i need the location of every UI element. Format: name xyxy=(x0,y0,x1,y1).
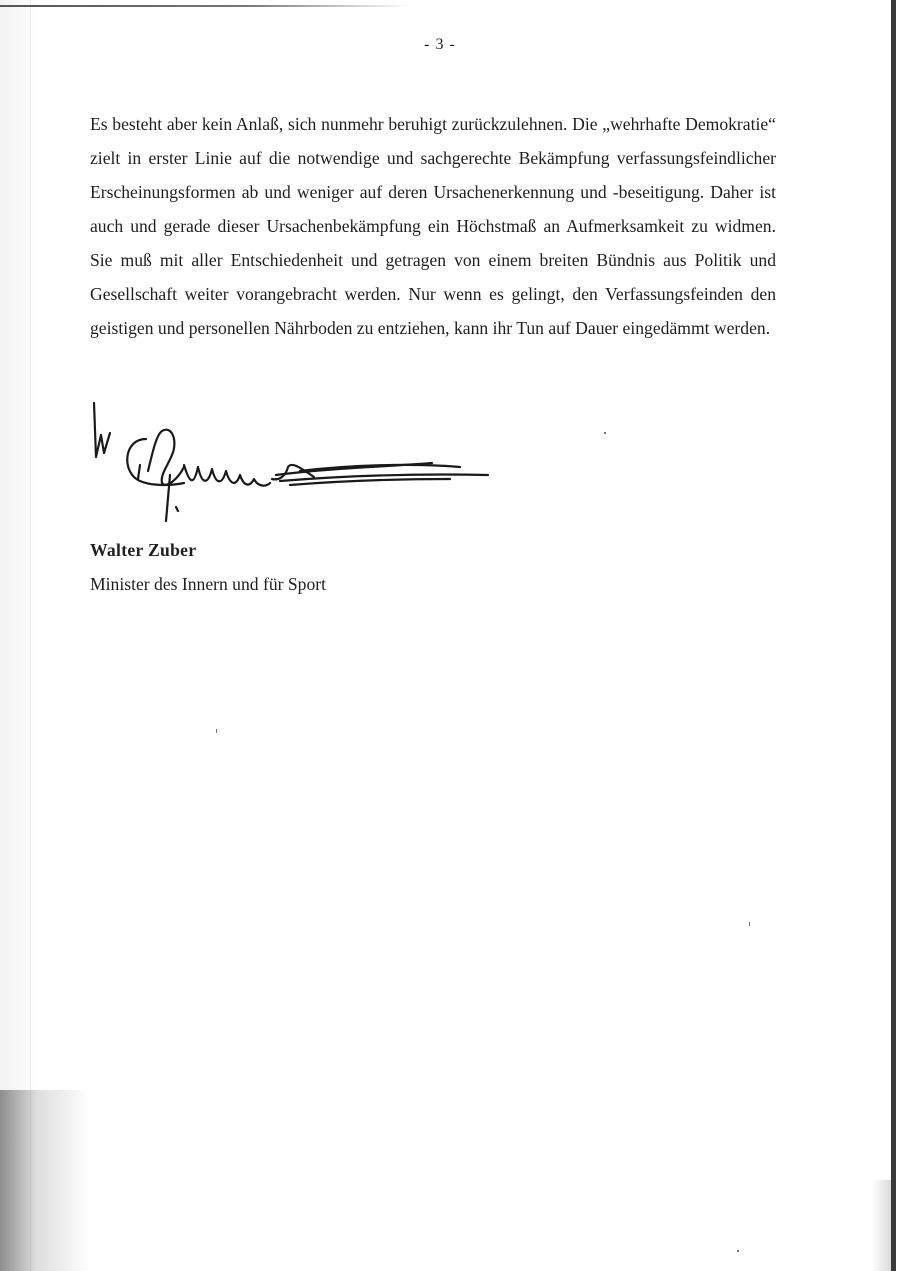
scan-right-edge xyxy=(891,0,896,1271)
scan-speck xyxy=(749,922,750,926)
scan-right-edge-fade xyxy=(872,1180,891,1271)
page-number: - 3 - xyxy=(424,36,456,53)
scan-speck xyxy=(216,729,217,733)
scan-left-shadow xyxy=(0,0,40,1271)
scan-top-rule xyxy=(0,5,410,7)
handwritten-signature xyxy=(80,395,510,535)
scan-left-edge xyxy=(30,0,31,1271)
signatory-name: Walter Zuber xyxy=(90,540,197,560)
scan-corner-shadow xyxy=(0,1090,90,1271)
body-paragraph: Es besteht aber kein Anlaß, sich nunmehr beruhigt zurückzulehnen. Die „wehrhafte Demokratie“ zielt in erster Linie auf die notwendige und sachgerechte Bekämpfung verfassungsfeindlicher Erscheinungsformen ab und weniger auf deren Ursachenerkennung und -beseitigung. Daher ist auch und gerade dieser Ursachenbekämpfung ein Höchstmaß an Aufmerksamkeit zu widmen. Sie muß mit aller Entschiedenheit und getragen von einem breiten Bündnis aus Politik und Gesellschaft weiter vorangebracht werden. Nur wenn es gelingt, den Verfassungsfeinden den geistigen und personellen Nährboden zu entziehen, kann ihr Tun auf Dauer eingedämmt werden. xyxy=(90,114,776,338)
scan-speck xyxy=(737,1250,739,1252)
scan-speck xyxy=(604,432,606,434)
signatory-title: Minister des Innern und für Sport xyxy=(90,574,327,594)
